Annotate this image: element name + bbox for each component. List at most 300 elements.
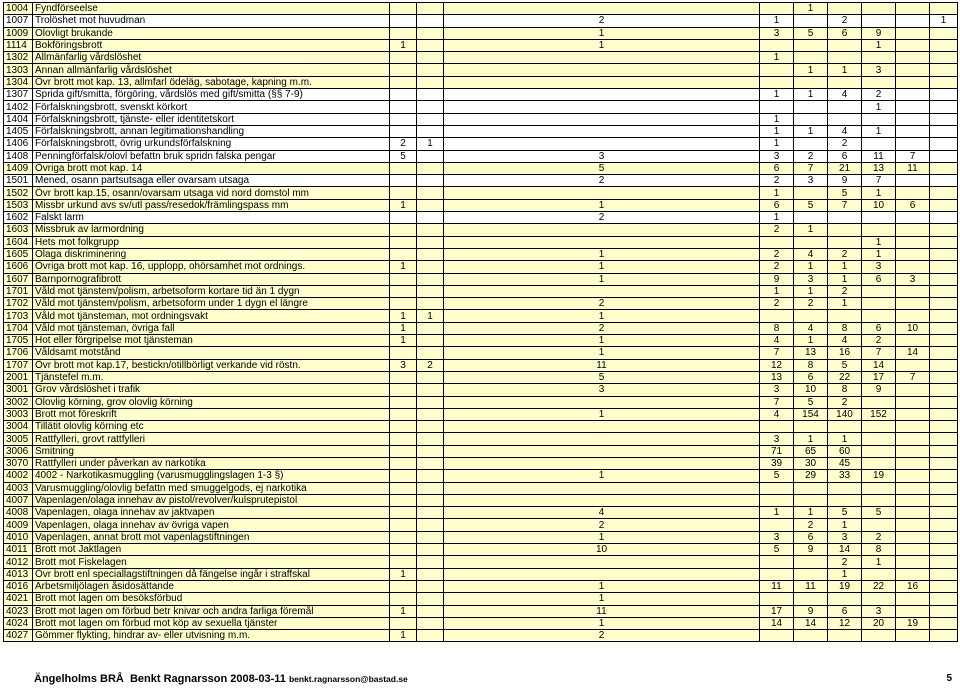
count-cell — [828, 482, 862, 494]
count-cell — [444, 482, 760, 494]
count-cell: 3 — [760, 531, 794, 543]
count-cell — [390, 593, 417, 605]
count-cell — [417, 433, 444, 445]
crime-code: 1007 — [4, 15, 33, 27]
count-cell: 10 — [794, 384, 828, 396]
count-cell: 1 — [444, 470, 760, 482]
count-cell: 1 — [760, 285, 794, 297]
count-cell: 1 — [794, 224, 828, 236]
count-cell — [417, 494, 444, 506]
count-cell — [896, 76, 930, 88]
count-cell: 13 — [862, 162, 896, 174]
crime-code: 1706 — [4, 347, 33, 359]
count-cell — [444, 89, 760, 101]
count-cell — [794, 39, 828, 51]
count-cell — [930, 236, 958, 248]
count-cell — [417, 371, 444, 383]
count-cell — [444, 138, 760, 150]
count-cell: 1 — [760, 187, 794, 199]
count-cell — [444, 421, 760, 433]
crime-code: 1606 — [4, 261, 33, 273]
count-cell — [417, 445, 444, 457]
count-cell: 152 — [862, 408, 896, 420]
crime-code: 1603 — [4, 224, 33, 236]
count-cell — [896, 236, 930, 248]
count-cell: 1 — [444, 261, 760, 273]
crime-description: Barnpornografibrott — [33, 273, 390, 285]
count-cell: 1 — [794, 261, 828, 273]
count-cell — [930, 113, 958, 125]
count-cell: 1 — [794, 433, 828, 445]
count-cell: 14 — [828, 544, 862, 556]
crime-code: 1701 — [4, 285, 33, 297]
count-cell: 39 — [760, 457, 794, 469]
count-cell — [444, 76, 760, 88]
count-cell — [896, 494, 930, 506]
count-cell — [862, 494, 896, 506]
count-cell: 65 — [794, 445, 828, 457]
count-cell — [390, 89, 417, 101]
crime-code: 1004 — [4, 3, 33, 15]
count-cell — [417, 457, 444, 469]
crime-code: 1502 — [4, 187, 33, 199]
count-cell — [417, 396, 444, 408]
table-row — [4, 519, 958, 531]
count-cell — [390, 64, 417, 76]
count-cell — [862, 568, 896, 580]
count-cell — [794, 494, 828, 506]
count-cell — [930, 433, 958, 445]
count-cell: 1 — [444, 248, 760, 260]
count-cell — [930, 335, 958, 347]
count-cell — [444, 556, 760, 568]
count-cell — [930, 470, 958, 482]
count-cell — [930, 384, 958, 396]
count-cell: 2 — [760, 298, 794, 310]
count-cell — [930, 617, 958, 629]
crime-code: 4007 — [4, 494, 33, 506]
count-cell — [417, 544, 444, 556]
count-cell — [417, 261, 444, 273]
count-cell: 8 — [862, 544, 896, 556]
count-cell: 1 — [390, 335, 417, 347]
count-cell — [390, 580, 417, 592]
count-cell: 4 — [828, 89, 862, 101]
count-cell: 9 — [862, 27, 896, 39]
count-cell — [760, 556, 794, 568]
count-cell: 10 — [444, 544, 760, 556]
count-cell — [794, 482, 828, 494]
count-cell — [828, 593, 862, 605]
count-cell: 3 — [896, 273, 930, 285]
footer-org: Ängelholms BRÅ — [34, 673, 124, 685]
count-cell: 1 — [760, 15, 794, 27]
count-cell: 2 — [828, 15, 862, 27]
table-row — [4, 544, 958, 556]
count-cell — [390, 371, 417, 383]
count-cell — [896, 519, 930, 531]
count-cell — [896, 175, 930, 187]
count-cell: 17 — [862, 371, 896, 383]
crime-code: 4024 — [4, 617, 33, 629]
count-cell — [417, 162, 444, 174]
count-cell — [390, 224, 417, 236]
count-cell — [760, 568, 794, 580]
table-row — [4, 630, 958, 642]
crime-description: Övriga brott mot kap. 14 — [33, 162, 390, 174]
count-cell: 2 — [760, 175, 794, 187]
table-row — [4, 212, 958, 224]
count-cell — [417, 580, 444, 592]
count-cell — [862, 457, 896, 469]
count-cell — [417, 531, 444, 543]
count-cell: 1 — [794, 3, 828, 15]
count-cell — [896, 359, 930, 371]
crime-code: 3006 — [4, 445, 33, 457]
count-cell: 9 — [794, 605, 828, 617]
table-row — [4, 3, 958, 15]
count-cell: 1 — [760, 125, 794, 137]
count-cell — [828, 224, 862, 236]
count-cell: 2 — [828, 556, 862, 568]
count-cell — [794, 187, 828, 199]
count-cell — [794, 236, 828, 248]
count-cell: 1 — [390, 605, 417, 617]
count-cell — [896, 27, 930, 39]
count-cell — [417, 199, 444, 211]
count-cell: 1 — [862, 39, 896, 51]
count-cell: 14 — [896, 347, 930, 359]
count-cell — [794, 15, 828, 27]
count-cell — [390, 113, 417, 125]
count-cell — [794, 568, 828, 580]
count-cell: 1 — [390, 261, 417, 273]
count-cell — [896, 568, 930, 580]
count-cell: 12 — [760, 359, 794, 371]
count-cell — [390, 617, 417, 629]
table-row — [4, 617, 958, 629]
table-row — [4, 433, 958, 445]
count-cell — [896, 605, 930, 617]
count-cell — [417, 187, 444, 199]
count-cell — [794, 556, 828, 568]
crime-code: 3003 — [4, 408, 33, 420]
count-cell: 19 — [828, 580, 862, 592]
count-cell: 12 — [828, 617, 862, 629]
count-cell: 60 — [828, 445, 862, 457]
table-row — [4, 531, 958, 543]
count-cell — [896, 556, 930, 568]
count-cell — [862, 482, 896, 494]
count-cell — [417, 408, 444, 420]
count-cell — [444, 113, 760, 125]
count-cell: 7 — [896, 371, 930, 383]
count-cell — [444, 125, 760, 137]
count-cell: 19 — [896, 617, 930, 629]
count-cell — [417, 224, 444, 236]
count-cell — [862, 113, 896, 125]
crime-description: Förfalskningsbrott, tjänste- eller identitetskort — [33, 113, 390, 125]
count-cell — [930, 457, 958, 469]
count-cell: 154 — [794, 408, 828, 420]
count-cell: 9 — [760, 273, 794, 285]
count-cell: 4 — [760, 408, 794, 420]
count-cell — [760, 101, 794, 113]
count-cell: 8 — [794, 359, 828, 371]
crime-statistics-table — [3, 2, 958, 642]
count-cell — [896, 531, 930, 543]
count-cell: 1 — [390, 39, 417, 51]
crime-code: 1702 — [4, 298, 33, 310]
crime-description: Förfalskningsbrott, övrig urkundsförfalskning — [33, 138, 390, 150]
count-cell — [828, 421, 862, 433]
count-cell — [390, 15, 417, 27]
crime-description: Vapenlagen, olaga innehav av jaktvapen — [33, 507, 390, 519]
crime-code: 4013 — [4, 568, 33, 580]
count-cell: 2 — [794, 298, 828, 310]
count-cell — [417, 101, 444, 113]
table-row — [4, 494, 958, 506]
count-cell: 1 — [390, 199, 417, 211]
count-cell: 2 — [390, 138, 417, 150]
crime-code: 3005 — [4, 433, 33, 445]
count-cell: 1 — [828, 568, 862, 580]
count-cell — [896, 64, 930, 76]
count-cell — [390, 273, 417, 285]
count-cell — [930, 3, 958, 15]
count-cell — [390, 52, 417, 64]
count-cell: 6 — [760, 162, 794, 174]
count-cell: 10 — [862, 199, 896, 211]
table-row — [4, 322, 958, 334]
count-cell: 2 — [444, 630, 760, 642]
count-cell: 5 — [794, 27, 828, 39]
count-cell — [930, 408, 958, 420]
count-cell — [896, 433, 930, 445]
count-cell — [390, 556, 417, 568]
count-cell: 2 — [444, 519, 760, 531]
count-cell — [930, 507, 958, 519]
count-cell — [930, 199, 958, 211]
count-cell: 6 — [794, 371, 828, 383]
count-cell — [390, 285, 417, 297]
count-cell: 13 — [794, 347, 828, 359]
count-cell — [930, 519, 958, 531]
count-cell — [794, 421, 828, 433]
count-cell: 1 — [862, 125, 896, 137]
crime-description: Förfalskningsbrott, svenskt körkort — [33, 101, 390, 113]
count-cell — [417, 617, 444, 629]
count-cell: 1 — [794, 507, 828, 519]
crime-description: Hot eller förgripelse mot tjänsteman — [33, 335, 390, 347]
count-cell: 2 — [417, 359, 444, 371]
count-cell — [417, 470, 444, 482]
count-cell — [828, 494, 862, 506]
count-cell — [930, 285, 958, 297]
count-cell — [417, 236, 444, 248]
count-cell: 1 — [828, 64, 862, 76]
count-cell: 3 — [444, 384, 760, 396]
crime-code: 3001 — [4, 384, 33, 396]
count-cell — [896, 101, 930, 113]
count-cell — [896, 261, 930, 273]
count-cell — [930, 445, 958, 457]
count-cell: 7 — [862, 347, 896, 359]
count-cell: 6 — [828, 27, 862, 39]
count-cell: 2 — [862, 89, 896, 101]
crime-description: Allmänfarlig vårdslöshet — [33, 52, 390, 64]
count-cell: 1 — [828, 273, 862, 285]
count-cell: 4 — [828, 125, 862, 137]
crime-description: Penningförfalsk/olovl befattn bruk spridn falska pengar — [33, 150, 390, 162]
count-cell: 2 — [862, 335, 896, 347]
count-cell — [444, 433, 760, 445]
crime-code: 1704 — [4, 322, 33, 334]
crime-code: 1602 — [4, 212, 33, 224]
count-cell — [794, 630, 828, 642]
crime-code: 4010 — [4, 531, 33, 543]
count-cell — [794, 138, 828, 150]
table-row — [4, 384, 958, 396]
count-cell — [417, 39, 444, 51]
count-cell — [760, 494, 794, 506]
count-cell — [444, 52, 760, 64]
count-cell — [930, 605, 958, 617]
count-cell — [862, 298, 896, 310]
count-cell — [417, 64, 444, 76]
table-row — [4, 482, 958, 494]
count-cell — [390, 470, 417, 482]
count-cell: 10 — [896, 322, 930, 334]
count-cell: 7 — [760, 396, 794, 408]
count-cell: 3 — [760, 27, 794, 39]
count-cell — [760, 310, 794, 322]
count-cell: 2 — [760, 224, 794, 236]
count-cell — [794, 593, 828, 605]
count-cell — [930, 531, 958, 543]
count-cell: 71 — [760, 445, 794, 457]
table-row — [4, 470, 958, 482]
count-cell — [930, 39, 958, 51]
count-cell — [444, 236, 760, 248]
count-cell: 5 — [828, 359, 862, 371]
table-row — [4, 310, 958, 322]
count-cell: 21 — [828, 162, 862, 174]
count-cell: 3 — [828, 531, 862, 543]
crime-code: 4009 — [4, 519, 33, 531]
crime-description: Gömmer flykting, hindrar av- eller utvisning m.m. — [33, 630, 390, 642]
table-row — [4, 113, 958, 125]
count-cell: 3 — [794, 273, 828, 285]
table-row — [4, 261, 958, 273]
table-row — [4, 445, 958, 457]
count-cell: 1 — [444, 580, 760, 592]
count-cell — [930, 593, 958, 605]
count-cell: 1 — [444, 408, 760, 420]
crime-description: Övr brott mot kap. 13, allmfarl ödeläg, sabotage, kapning m.m. — [33, 76, 390, 88]
crime-code: 1405 — [4, 125, 33, 137]
crime-description: 4002 - Narkotikasmuggling (varusmugglingslagen 1-3 §) — [33, 470, 390, 482]
count-cell — [417, 125, 444, 137]
crime-code: 1605 — [4, 248, 33, 260]
table-body — [4, 3, 958, 642]
count-cell — [896, 285, 930, 297]
crime-description: Våld mot tjänstem/polism, arbetsoform under 1 dygn el längre — [33, 298, 390, 310]
count-cell: 1 — [794, 64, 828, 76]
crime-code: 4003 — [4, 482, 33, 494]
count-cell — [896, 224, 930, 236]
count-cell — [444, 3, 760, 15]
table-row — [4, 605, 958, 617]
count-cell — [390, 236, 417, 248]
count-cell: 3 — [444, 150, 760, 162]
count-cell — [930, 298, 958, 310]
count-cell — [930, 421, 958, 433]
count-cell: 1 — [794, 125, 828, 137]
count-cell — [862, 433, 896, 445]
count-cell: 7 — [828, 199, 862, 211]
table-row — [4, 27, 958, 39]
table-row — [4, 175, 958, 187]
crime-code: 2001 — [4, 371, 33, 383]
count-cell — [930, 64, 958, 76]
count-cell: 3 — [760, 384, 794, 396]
crime-description: Övriga brott mot kap. 16, upplopp, ohörsamhet mot ordnings. — [33, 261, 390, 273]
count-cell — [896, 187, 930, 199]
crime-description: Våld mot tjänstem/polism, arbetsoform kortare tid än 1 dygn — [33, 285, 390, 297]
count-cell — [417, 568, 444, 580]
crime-description: Övr brott mot kap.17, bestickn/otillbörligt verkande vid röstn. — [33, 359, 390, 371]
count-cell — [896, 248, 930, 260]
count-cell: 7 — [794, 162, 828, 174]
count-cell — [896, 113, 930, 125]
table-row — [4, 125, 958, 137]
count-cell: 4 — [828, 335, 862, 347]
count-cell — [930, 125, 958, 137]
count-cell — [930, 101, 958, 113]
count-cell: 1 — [444, 593, 760, 605]
count-cell — [930, 371, 958, 383]
count-cell: 5 — [444, 162, 760, 174]
table-row — [4, 593, 958, 605]
crime-description: Brott mot Fiskelagen — [33, 556, 390, 568]
crime-description: Olovlig körning, grov olovlig körning — [33, 396, 390, 408]
count-cell: 7 — [896, 150, 930, 162]
count-cell: 1 — [444, 310, 760, 322]
count-cell — [862, 52, 896, 64]
count-cell — [930, 52, 958, 64]
count-cell — [390, 248, 417, 260]
count-cell — [862, 138, 896, 150]
table-row — [4, 408, 958, 420]
table-row — [4, 101, 958, 113]
count-cell: 4 — [794, 248, 828, 260]
count-cell — [390, 175, 417, 187]
count-cell — [896, 15, 930, 27]
count-cell — [390, 519, 417, 531]
count-cell — [417, 605, 444, 617]
count-cell — [828, 101, 862, 113]
count-cell: 1 — [390, 568, 417, 580]
crime-description: Missbruk av larmordning — [33, 224, 390, 236]
count-cell — [930, 347, 958, 359]
count-cell — [760, 3, 794, 15]
count-cell — [828, 310, 862, 322]
count-cell — [390, 212, 417, 224]
table-row — [4, 150, 958, 162]
count-cell — [417, 212, 444, 224]
count-cell — [417, 556, 444, 568]
